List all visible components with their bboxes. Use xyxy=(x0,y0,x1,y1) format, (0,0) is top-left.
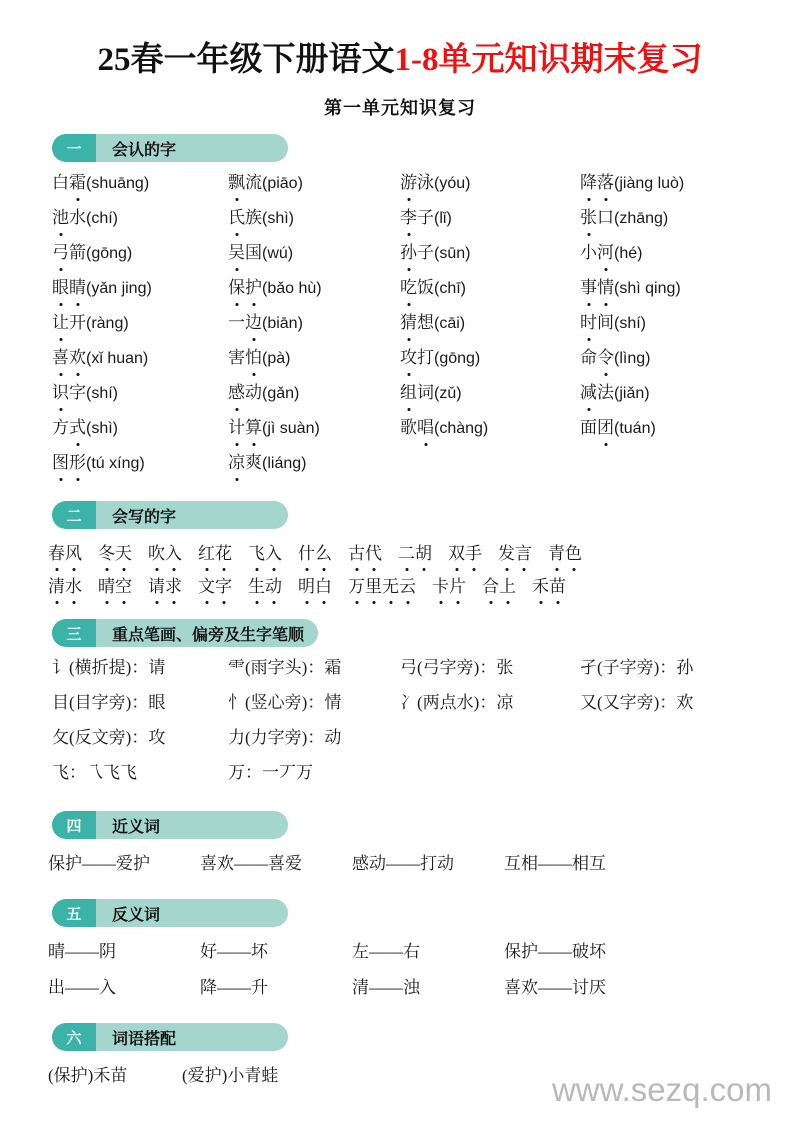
word-item xyxy=(298,539,332,564)
section-body xyxy=(0,657,800,797)
vocab-pinyin: (ràng) xyxy=(86,315,129,333)
word-item xyxy=(448,539,482,564)
word-char: 入 xyxy=(265,539,282,564)
vocab-char: 爽 xyxy=(245,453,262,473)
vocab-pinyin: (gǎn) xyxy=(262,385,300,403)
vocab-char: 算 xyxy=(245,418,262,438)
word-line xyxy=(48,539,800,572)
word-char: 文 xyxy=(198,572,215,597)
vocab-entry xyxy=(52,312,129,335)
watermark: www.sezq.com xyxy=(551,1071,772,1108)
vocab-entry xyxy=(580,417,656,440)
vocab-char: 池 xyxy=(52,208,69,228)
vocab-char: 氏 xyxy=(228,208,245,228)
vocab-char: 事 xyxy=(580,278,597,298)
word-char: 里 xyxy=(365,572,382,597)
table-row xyxy=(0,312,800,347)
table-row xyxy=(0,452,800,487)
vocab-entry xyxy=(228,382,299,405)
word-pair: 出——入 xyxy=(48,978,116,998)
vocab-pinyin: (tú xíng) xyxy=(86,455,145,473)
word-line xyxy=(48,572,800,605)
page-title-red: 1-8单元知识期末复习 xyxy=(394,42,703,78)
table-row xyxy=(0,657,800,692)
vocab-entry xyxy=(52,382,118,405)
vocab-entry xyxy=(400,242,470,265)
vocab-pinyin: (sūn) xyxy=(434,245,471,263)
vocab-pinyin: (liáng) xyxy=(262,455,307,473)
section-number-badge: 二 xyxy=(52,501,96,529)
word-char: 白 xyxy=(315,572,332,597)
stroke-entry: 力(力字旁)：动 xyxy=(228,728,342,748)
vocab-pinyin: (lìng) xyxy=(614,350,651,368)
section-body xyxy=(0,937,800,1009)
word-char: 请 xyxy=(148,572,165,597)
vocab-entry xyxy=(228,312,303,335)
section-header xyxy=(52,1023,288,1051)
vocab-pinyin: (chī) xyxy=(434,280,466,298)
table-row xyxy=(0,277,800,312)
vocab-entry xyxy=(400,347,480,370)
stroke-entry: ⻗(雨字头)：霜 xyxy=(228,658,342,678)
vocab-char: 饭 xyxy=(417,278,434,298)
word-char: 万 xyxy=(348,572,365,597)
vocab-char: 方 xyxy=(52,418,69,438)
vocab-char: 时 xyxy=(580,313,597,333)
vocab-char: 国 xyxy=(245,243,262,263)
vocab-pinyin: (jiàng luò) xyxy=(614,175,685,193)
vocab-char: 令 xyxy=(597,348,614,368)
word-pair: 感动——打动 xyxy=(352,854,454,874)
word-item xyxy=(148,572,182,597)
word-char: 古 xyxy=(348,539,365,564)
vocab-pinyin: (jì suàn) xyxy=(262,420,320,438)
vocab-char: 凉 xyxy=(228,453,245,473)
vocab-char: 子 xyxy=(417,243,434,263)
word-item xyxy=(498,539,532,564)
word-pair: 好——坏 xyxy=(200,942,268,962)
word-char: 入 xyxy=(165,539,182,564)
vocab-entry xyxy=(228,417,320,440)
vocab-pinyin: (shì) xyxy=(262,210,294,228)
vocab-char: 害 xyxy=(228,348,245,368)
word-char: 飞 xyxy=(248,539,265,564)
section-number-badge: 三 xyxy=(52,619,96,647)
vocab-entry xyxy=(228,277,322,300)
word-char: 二 xyxy=(398,539,415,564)
vocab-char: 落 xyxy=(597,173,614,193)
vocab-entry xyxy=(52,417,118,440)
vocab-char: 形 xyxy=(69,453,86,473)
page-title xyxy=(0,42,800,78)
table-row xyxy=(0,727,800,762)
vocab-char: 护 xyxy=(245,278,262,298)
word-char: 明 xyxy=(298,572,315,597)
vocab-char: 攻 xyxy=(400,348,417,368)
sections-container xyxy=(0,134,800,1095)
vocab-char: 族 xyxy=(245,208,262,228)
word-item xyxy=(248,572,282,597)
vocab-pinyin: (wú) xyxy=(262,245,294,263)
vocab-char: 孙 xyxy=(400,243,417,263)
section-body xyxy=(0,172,800,487)
word-pair: 喜欢——讨厌 xyxy=(504,978,606,998)
section-title: 词语搭配 xyxy=(112,1030,177,1048)
vocab-pinyin: (cāi) xyxy=(434,315,466,333)
vocab-char: 眼 xyxy=(52,278,69,298)
vocab-char: 游 xyxy=(400,173,417,193)
vocab-char: 组 xyxy=(400,383,417,403)
word-pair: 晴——阴 xyxy=(48,942,116,962)
vocab-entry xyxy=(52,347,148,370)
collocation-item: (保护)禾苗 xyxy=(48,1066,128,1086)
section-header xyxy=(52,619,318,647)
vocab-pinyin: (shí) xyxy=(86,385,118,403)
vocab-char: 开 xyxy=(69,313,86,333)
vocab-char: 字 xyxy=(69,383,86,403)
table-row xyxy=(0,347,800,382)
word-char: 吹 xyxy=(148,539,165,564)
vocab-entry xyxy=(400,312,465,335)
vocab-entry xyxy=(228,242,293,265)
pair-line xyxy=(0,849,800,885)
vocab-entry xyxy=(580,277,681,300)
word-pair: 左——右 xyxy=(352,942,420,962)
vocab-char: 李 xyxy=(400,208,417,228)
title-block xyxy=(0,0,800,120)
stroke-entry: 冫(两点水)：凉 xyxy=(400,693,514,713)
word-item xyxy=(548,539,582,564)
word-char: 冬 xyxy=(98,539,115,564)
word-char: 清 xyxy=(48,572,65,597)
vocab-entry xyxy=(52,452,145,475)
vocab-pinyin: (shuāng) xyxy=(86,175,150,193)
pair-line xyxy=(0,973,800,1009)
word-item xyxy=(98,539,132,564)
word-char: 片 xyxy=(449,572,466,597)
pair-line xyxy=(0,937,800,973)
stroke-entry: 攵(反文旁)：攻 xyxy=(52,728,166,748)
vocab-char: 打 xyxy=(417,348,434,368)
vocab-pinyin: (chàng) xyxy=(434,420,489,438)
vocab-entry xyxy=(52,172,149,195)
vocab-char: 唱 xyxy=(417,418,434,438)
section-一 xyxy=(0,134,800,487)
vocab-pinyin: (yǎn jing) xyxy=(86,280,152,298)
word-item xyxy=(398,539,432,564)
vocab-char: 泳 xyxy=(417,173,434,193)
section-四 xyxy=(0,811,800,885)
vocab-char: 白 xyxy=(52,173,69,193)
section-header xyxy=(52,899,288,927)
word-char: 晴 xyxy=(98,572,115,597)
word-pair: 降——升 xyxy=(200,978,268,998)
vocab-pinyin: (zǔ) xyxy=(434,385,462,403)
vocab-char: 子 xyxy=(417,208,434,228)
word-item xyxy=(48,539,82,564)
word-pair: 清——浊 xyxy=(352,978,420,998)
vocab-char: 情 xyxy=(597,278,614,298)
vocab-char: 张 xyxy=(580,208,597,228)
section-number-badge: 四 xyxy=(52,811,96,839)
word-char: 生 xyxy=(248,572,265,597)
section-二 xyxy=(0,501,800,605)
table-row xyxy=(0,242,800,277)
stroke-entry: 弓(弓字旁)：张 xyxy=(400,658,514,678)
word-item xyxy=(432,572,466,597)
vocab-char: 弓 xyxy=(52,243,69,263)
table-row xyxy=(0,692,800,727)
vocab-pinyin: (bǎo hù) xyxy=(262,280,322,298)
section-header xyxy=(52,811,288,839)
page-title-black: 25春一年级下册语文 xyxy=(97,42,395,78)
vocab-char: 边 xyxy=(245,313,262,333)
word-item xyxy=(348,539,382,564)
vocab-char: 吴 xyxy=(228,243,245,263)
table-row xyxy=(0,172,800,207)
vocab-char: 歌 xyxy=(400,418,417,438)
vocab-entry xyxy=(228,452,306,475)
vocab-pinyin: (gōng) xyxy=(434,350,481,368)
vocab-char: 命 xyxy=(580,348,597,368)
vocab-entry xyxy=(52,277,152,300)
vocab-pinyin: (shí) xyxy=(614,315,646,333)
stroke-entry: 万：一丆万 xyxy=(228,763,313,783)
vocab-char: 睛 xyxy=(69,278,86,298)
vocab-char: 图 xyxy=(52,453,69,473)
word-char: 苗 xyxy=(549,572,566,597)
table-row xyxy=(0,762,800,797)
vocab-entry xyxy=(52,207,118,230)
word-char: 求 xyxy=(165,572,182,597)
word-char: 上 xyxy=(499,572,516,597)
word-item xyxy=(148,539,182,564)
vocab-char: 计 xyxy=(228,418,245,438)
vocab-char: 识 xyxy=(52,383,69,403)
vocab-char: 水 xyxy=(69,208,86,228)
section-header xyxy=(52,134,288,162)
vocab-entry xyxy=(580,242,642,265)
vocab-pinyin: (zhāng) xyxy=(614,210,669,228)
vocab-char: 让 xyxy=(52,313,69,333)
section-number-badge: 五 xyxy=(52,899,96,927)
word-char: 代 xyxy=(365,539,382,564)
vocab-char: 小 xyxy=(580,243,597,263)
vocab-char: 猜 xyxy=(400,313,417,333)
stroke-entry: 忄(竖心旁)：情 xyxy=(228,693,342,713)
vocab-pinyin: (pà) xyxy=(262,350,291,368)
vocab-entry xyxy=(400,172,470,195)
word-char: 花 xyxy=(215,539,232,564)
vocab-char: 河 xyxy=(597,243,614,263)
vocab-pinyin: (gōng) xyxy=(86,245,133,263)
vocab-pinyin: (piāo) xyxy=(262,175,303,193)
word-item xyxy=(248,539,282,564)
vocab-pinyin: (jiǎn) xyxy=(614,385,650,403)
section-number-badge: 一 xyxy=(52,134,96,162)
vocab-char: 降 xyxy=(580,173,597,193)
word-item xyxy=(48,572,82,597)
vocab-entry xyxy=(400,207,452,230)
word-char: 春 xyxy=(48,539,65,564)
vocab-entry xyxy=(228,347,290,370)
vocab-char: 流 xyxy=(245,173,262,193)
section-title: 反义词 xyxy=(112,906,161,924)
word-pair: 互相——相互 xyxy=(504,854,606,874)
vocab-pinyin: (biān) xyxy=(262,315,303,333)
section-number-badge: 六 xyxy=(52,1023,96,1051)
vocab-char: 口 xyxy=(597,208,614,228)
vocab-entry xyxy=(580,382,650,405)
word-char: 胡 xyxy=(415,539,432,564)
word-char: 什 xyxy=(298,539,315,564)
vocab-char: 箭 xyxy=(69,243,86,263)
word-char: 空 xyxy=(115,572,132,597)
vocab-pinyin: (xǐ huan) xyxy=(86,350,149,368)
word-item xyxy=(298,572,332,597)
word-char: 手 xyxy=(465,539,482,564)
vocab-entry xyxy=(52,242,132,265)
vocab-char: 式 xyxy=(69,418,86,438)
vocab-char: 一 xyxy=(228,313,245,333)
word-char: 青 xyxy=(548,539,565,564)
section-header xyxy=(52,501,288,529)
vocab-char: 想 xyxy=(417,313,434,333)
word-char: 无 xyxy=(382,572,399,597)
word-pair: 保护——破坏 xyxy=(504,942,606,962)
word-char: 发 xyxy=(498,539,515,564)
word-char: 色 xyxy=(565,539,582,564)
vocab-entry xyxy=(228,207,294,230)
vocab-char: 团 xyxy=(597,418,614,438)
vocab-pinyin: (chí) xyxy=(86,210,118,228)
vocab-char: 保 xyxy=(228,278,245,298)
word-char: 么 xyxy=(315,539,332,564)
section-body xyxy=(0,539,800,605)
word-char: 言 xyxy=(515,539,532,564)
table-row xyxy=(0,417,800,452)
word-char: 水 xyxy=(65,572,82,597)
word-char: 合 xyxy=(482,572,499,597)
vocab-char: 动 xyxy=(245,383,262,403)
vocab-char: 感 xyxy=(228,383,245,403)
word-item xyxy=(198,539,232,564)
word-char: 动 xyxy=(265,572,282,597)
stroke-entry: 又(又字旁)：欢 xyxy=(580,693,694,713)
word-char: 禾 xyxy=(532,572,549,597)
vocab-entry xyxy=(400,277,466,300)
vocab-pinyin: (shì qing) xyxy=(614,280,681,298)
section-title: 重点笔画、偏旁及生字笔顺 xyxy=(112,626,305,644)
vocab-char: 词 xyxy=(417,383,434,403)
word-item xyxy=(198,572,232,597)
word-char: 字 xyxy=(215,572,232,597)
vocab-entry xyxy=(400,382,462,405)
section-body xyxy=(0,849,800,885)
word-char: 卡 xyxy=(432,572,449,597)
section-五 xyxy=(0,899,800,1009)
section-title: 会写的字 xyxy=(112,508,177,526)
stroke-entry: 飞：乁飞飞 xyxy=(52,763,137,783)
word-char: 风 xyxy=(65,539,82,564)
word-char: 红 xyxy=(198,539,215,564)
vocab-entry xyxy=(580,172,684,195)
page-subtitle: 第一单元知识复习 xyxy=(324,98,476,119)
vocab-pinyin: (shì) xyxy=(86,420,118,438)
vocab-entry xyxy=(228,172,303,195)
stroke-entry: 讠(横折提)：请 xyxy=(52,658,166,678)
vocab-char: 法 xyxy=(597,383,614,403)
vocab-char: 飘 xyxy=(228,173,245,193)
vocab-entry xyxy=(400,417,488,440)
word-item xyxy=(98,572,132,597)
vocab-entry xyxy=(580,312,646,335)
vocab-pinyin: (yóu) xyxy=(434,175,471,193)
vocab-pinyin: (lǐ) xyxy=(434,210,452,228)
vocab-entry xyxy=(580,347,650,370)
table-row xyxy=(0,382,800,417)
vocab-char: 霜 xyxy=(69,173,86,193)
word-pair: 喜欢——喜爱 xyxy=(200,854,302,874)
vocab-pinyin: (hé) xyxy=(614,245,643,263)
vocab-char: 欢 xyxy=(69,348,86,368)
vocab-pinyin: (tuán) xyxy=(614,420,656,438)
word-char: 双 xyxy=(448,539,465,564)
stroke-entry: 目(目字旁)：眼 xyxy=(52,693,166,713)
word-char: 天 xyxy=(115,539,132,564)
vocab-char: 喜 xyxy=(52,348,69,368)
word-pair: 保护——爱护 xyxy=(48,854,150,874)
vocab-char: 面 xyxy=(580,418,597,438)
collocation-item: (爱护)小青蛙 xyxy=(182,1066,279,1086)
section-title: 会认的字 xyxy=(112,141,177,159)
vocab-entry xyxy=(580,207,668,230)
section-三 xyxy=(0,619,800,797)
word-item xyxy=(482,572,516,597)
vocab-char: 吃 xyxy=(400,278,417,298)
vocab-char: 间 xyxy=(597,313,614,333)
vocab-char: 怕 xyxy=(245,348,262,368)
word-item xyxy=(532,572,566,597)
table-row xyxy=(0,207,800,242)
vocab-char: 减 xyxy=(580,383,597,403)
word-char: 云 xyxy=(399,572,416,597)
section-title: 近义词 xyxy=(112,818,161,836)
stroke-entry: 孑(子字旁)：孙 xyxy=(580,658,694,678)
word-item xyxy=(348,572,416,597)
